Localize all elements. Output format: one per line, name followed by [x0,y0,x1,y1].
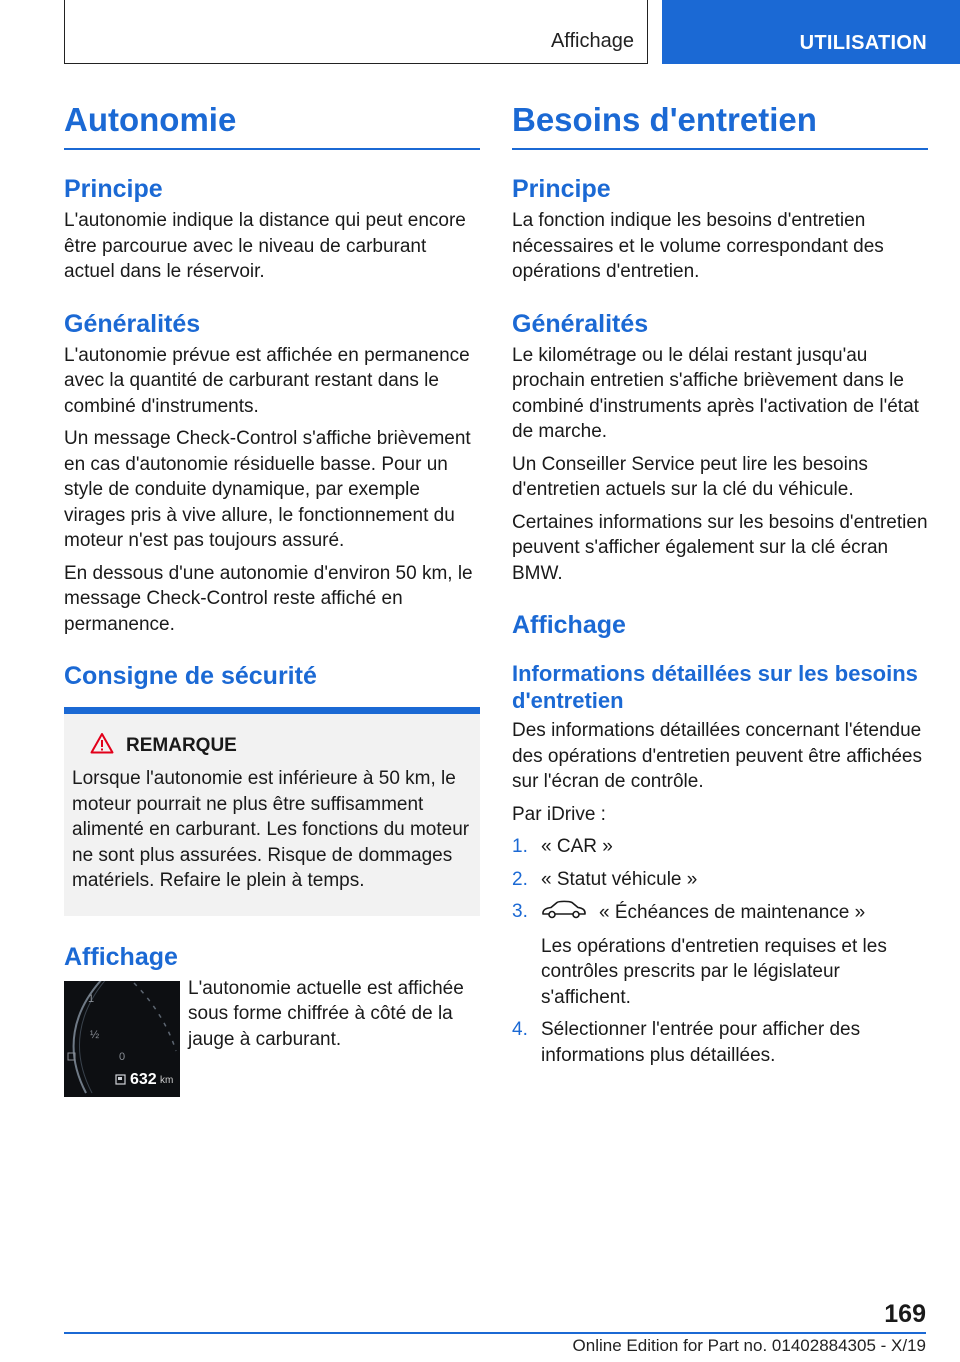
generalites-entretien-paragraph-2: Un Conseiller Service peut lire les besoins d'entretien actuels sur la clé du véhicule. [512,453,868,500]
right-column [512,100,928,1075]
cluster-range-value: 632 [130,1070,157,1088]
heading-affichage-entretien: Affichage [512,611,626,639]
step-number: 2. [512,868,528,890]
step-text: « CAR » [541,836,613,857]
warning-box [64,714,480,916]
car-service-icon [541,899,587,927]
instrument-cluster-image [64,981,180,1097]
subheading-informations-detaillees: Informations détaillées sur les besoins d'entretien [512,661,918,713]
step-text: « Statut véhicule » [541,868,698,890]
idrive-intro: Par iDrive : [512,803,606,825]
warning-header [90,732,470,760]
generalites-paragraph-2: Un message Check-Control s'affiche brièvement en cas d'autonomie résiduelle basse. Pour un style de conduite dynamique, par exemple virages pris à vive allure, le fonctionnement du moteur n'est pas toujours assuré. [64,428,471,551]
list-item [512,1017,928,1068]
section-title-autonomie: Autonomie [64,100,480,150]
page-number: 169 [884,1300,926,1328]
affichage-entretien-text: Des informations détaillées concernant l'étendue des opérations d'entretien peuvent être affichées sur l'écran de contrôle. [512,720,922,792]
list-item [512,867,928,893]
generalites-paragraph-3: En dessous d'une autonomie d'environ 50 km, le message Check-Control reste affiché en permanence. [64,562,473,635]
idrive-steps [512,834,928,1068]
list-item [512,834,928,860]
gauge-tick-empty: 0 [119,1050,126,1063]
warning-triangle-icon [90,732,114,760]
warning-rule [64,707,480,714]
heading-affichage-autonomie: Affichage [64,942,178,971]
principe-entretien-text: La fonction indique les besoins d'entretien nécessaires et le volume correspondant des opérations d'entretien. [512,210,884,282]
principe-text: L'autonomie indique la distance qui peut encore être parcourue avec le niveau de carburant actuel dans le réservoir. [64,210,466,282]
generalites-entretien-paragraph-3: Certaines informations sur les besoins d'entretien peuvent s'afficher également sur la clé écran BMW. [512,511,928,584]
gauge-tick-half: ½ [90,1028,100,1041]
heading-consigne-securite: Consigne de sécurité [64,662,317,690]
step-subtext: Les opérations d'entretien requises et les contrôles prescrits par le législateur s'affichent. [541,935,887,1008]
warning-label: REMARQUE [126,735,237,756]
footer-edition: Online Edition for Part no. 01402884305 - X/19 [572,1336,926,1355]
header-section-title: Affichage [550,30,634,52]
list-item [512,899,928,1010]
generalites-entretien-paragraph-1: Le kilométrage ou le délai restant jusqu'au prochain entretien s'affiche brièvement dans le combiné d'instruments après l'activation de l'état de marche. [512,344,919,442]
generalites-paragraph-1: L'autonomie prévue est affichée en permanence avec la quantité de carburant restant dans le combiné d'instruments. [64,344,470,417]
header-chapter-tab: UTILISATION [662,0,960,64]
heading-generalites-entretien: Généralités [512,309,649,338]
warning-text: Lorsque l'autonomie est inférieure à 50 km, le moteur pourrait ne plus être suffisamment alimenté en carburant. Les fonctions du moteur ne sont plus assurées. Risque de dommages matériels. Refaire le plein à temps. [72,768,470,891]
step-number: 4. [512,1019,528,1040]
step-number: 1. [512,836,528,857]
heading-principe: Principe [64,175,163,203]
left-column [64,100,480,1097]
step-text: « Échéances de maintenance » [599,901,866,923]
gauge-tick-full: 1 [88,992,95,1005]
cluster-range-unit: km [160,1074,174,1086]
footer-rule [64,1332,926,1334]
heading-generalites: Généralités [64,309,201,338]
step-number: 3. [512,901,528,922]
section-title-besoins-entretien: Besoins d'entretien [512,100,928,150]
step-text: Sélectionner l'entrée pour afficher des informations plus détaillées. [541,1019,861,1066]
affichage-row [64,976,480,1097]
heading-principe-entretien: Principe [512,175,611,203]
affichage-autonomie-text: L'autonomie actuelle est affichée sous forme chiffrée à côté de la jauge à carburant. [188,977,464,1050]
